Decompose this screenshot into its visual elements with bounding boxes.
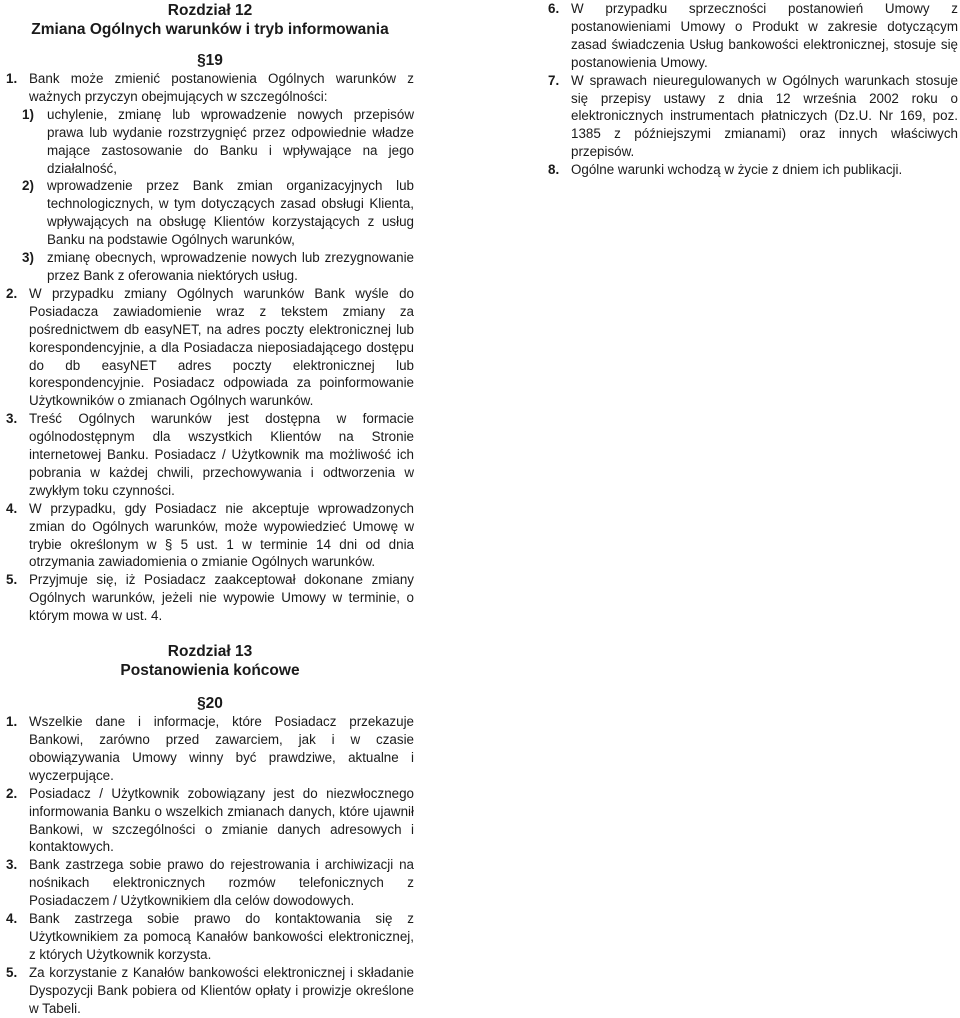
sub-list-item (6, 106, 414, 178)
item-text: W sprawach nieuregulowanych w Ogólnych warunkach stosuje się przepisy ustawy z dnia 12 września 2002 roku o elektronicznych instrumentach płatniczych (Dz.U. Nr 169, poz. 1385 z późniejszymi zmianami) oraz innych właściwych przepisów. (571, 72, 958, 160)
list-item (6, 285, 414, 410)
item-text: W przypadku zmiany Ogólnych warunków Bank wyśle do Posiadacza zawiadomienie wraz z tekstem zmiany za pośrednictwem db easyNET, na adres poczty elektronicznej lub korespondencyjnie, a dla Posiadacza nieposiadającego dostępu do db easyNET adres poczty elektronicznej lub korespondencyjnie. Posiadacz odpowiada za poinformowanie Użytkowników o zmianach Ogólnych warunków. (29, 285, 414, 409)
paragraph-20-heading: §20 (197, 695, 223, 713)
item-number: 5. (6, 964, 18, 980)
sub-item-number: 1) (22, 106, 34, 122)
sub-item-number: 3) (22, 250, 34, 266)
item-number: 3. (6, 857, 18, 873)
item-number: 8. (548, 162, 560, 178)
chapter-12-heading (6, 1, 414, 39)
item-number: 1. (6, 714, 18, 730)
list-item (6, 410, 414, 500)
item-number: 1. (6, 71, 18, 86)
item-text: Treść Ogólnych warunków jest dostępna w formacie ogólnodostępnym dla wszystkich Klientów na Stronie internetowej Banku. Posiadacz / Użytkownik ma możliwość ich pobrania w każdej chwili, przechowywania i odtworzenia w zwykłym toku czynności. (29, 411, 414, 498)
chapter-12-title: Zmiana Ogólnych warunków i tryb informowania (31, 21, 389, 38)
item-text: Bank zastrzega sobie prawo do kontaktowania się z Użytkownikiem za pomocą Kanałów bankowości elektronicznej, z których Użytkownik korzysta. (29, 911, 414, 962)
chapter-13-heading (6, 642, 414, 680)
item-number: 2. (6, 285, 18, 301)
item-text: Bank zastrzega sobie prawo do rejestrowania i archiwizacji na nośnikach elektronicznych rozmów telefonicznych z Posiadaczem / Użytkownikiem dla celów dowodowych. (29, 857, 414, 909)
list-item (6, 500, 414, 572)
item-number: 6. (548, 1, 560, 16)
list-item (6, 964, 414, 1018)
list-item (548, 161, 958, 179)
sub-item-number: 2) (22, 178, 34, 194)
item-text: Bank może zmienić postanowienia Ogólnych warunków z ważnych przyczyn obejmujących w szczególności: (29, 71, 414, 104)
item-text: W przypadku sprzeczności postanowień Umowy z postanowieniami Umowy o Produkt w zakresie dotyczącym zasad świadczenia Usług bankowości elektronicznej, stosuje się postanowienia Umowy. (571, 1, 958, 70)
list-item (6, 571, 414, 625)
list-item (548, 0, 958, 72)
item-text: Posiadacz / Użytkownik zobowiązany jest do niezwłocznego informowania Banku o wszelkich zmianach danych, które ujawnił Bankowi, w szczególności o zmianie danych adresowych i kontaktowych. (29, 785, 414, 855)
item-number: 3. (6, 411, 18, 427)
left-column (6, 0, 414, 1018)
item-text: W przypadku, gdy Posiadacz nie akceptuje wprowadzonych zmian do Ogólnych warunków, może wypowiedzieć Umowę w trybie określonym w § 5 ust. 1 w terminie 14 dni od dnia otrzymania zawiadomienia o zmianie Ogólnych warunków. (29, 500, 414, 570)
sub-list-item (6, 177, 414, 249)
item-text: Przyjmuje się, iż Posiadacz zaakceptował dokonane zmiany Ogólnych warunków, jeżeli nie wypowie Umowy w terminie, o którym mowa w ust. 4. (29, 572, 414, 624)
item-number: 7. (548, 72, 560, 88)
item-number: 4. (6, 911, 18, 927)
list-item (6, 70, 414, 106)
item-number: 5. (6, 572, 18, 588)
sub-list-item (6, 249, 414, 285)
chapter-13-number: Rozdział 13 (167, 643, 253, 661)
list-item (6, 856, 414, 910)
sub-item-text: uchylenie, zmianę lub wprowadzenie nowych przepisów prawa lub wydanie rozstrzygnięć przez odpowiednie władze mające zastosowanie do Banku i wpływające na jego działalność, (47, 106, 414, 176)
item-text: Wszelkie dane i informacje, które Posiadacz przekazuje Bankowi, zarówno przed zawarciem, jak i w czasie obowiązywania Umowy winny być prawdziwe, aktualne i wyczerpujące. (29, 714, 414, 783)
paragraph-19-heading: §19 (197, 52, 223, 69)
list-item (6, 713, 414, 785)
chapter-12-number: Rozdział 12 (167, 2, 253, 19)
item-number: 4. (6, 500, 18, 516)
item-text: Za korzystanie z Kanałów bankowości elektronicznej i składanie Dyspozycji Bank pobiera od Klientów opłaty i prowizje określone w Tabeli. (29, 964, 414, 1016)
item-number: 2. (6, 785, 18, 801)
chapter-13-title: Postanowienia końcowe (120, 662, 300, 680)
sub-item-text: wprowadzenie przez Bank zmian organizacyjnych lub technologicznych, w tym dotyczących zasad obsługi Klienta, wpływających na obsługę Klientów korzystających z usług Banku na podstawie Ogólnych warunków, (47, 178, 414, 248)
list-item (548, 72, 958, 162)
item-text: Ogólne warunki wchodzą w życie z dniem ich publikacji. (571, 162, 903, 178)
sub-item-text: zmianę obecnych, wprowadzenie nowych lub zrezygnowanie przez Bank z oferowania niektórych usług. (47, 250, 414, 283)
right-column (548, 0, 958, 179)
list-item (6, 785, 414, 857)
list-item (6, 910, 414, 964)
